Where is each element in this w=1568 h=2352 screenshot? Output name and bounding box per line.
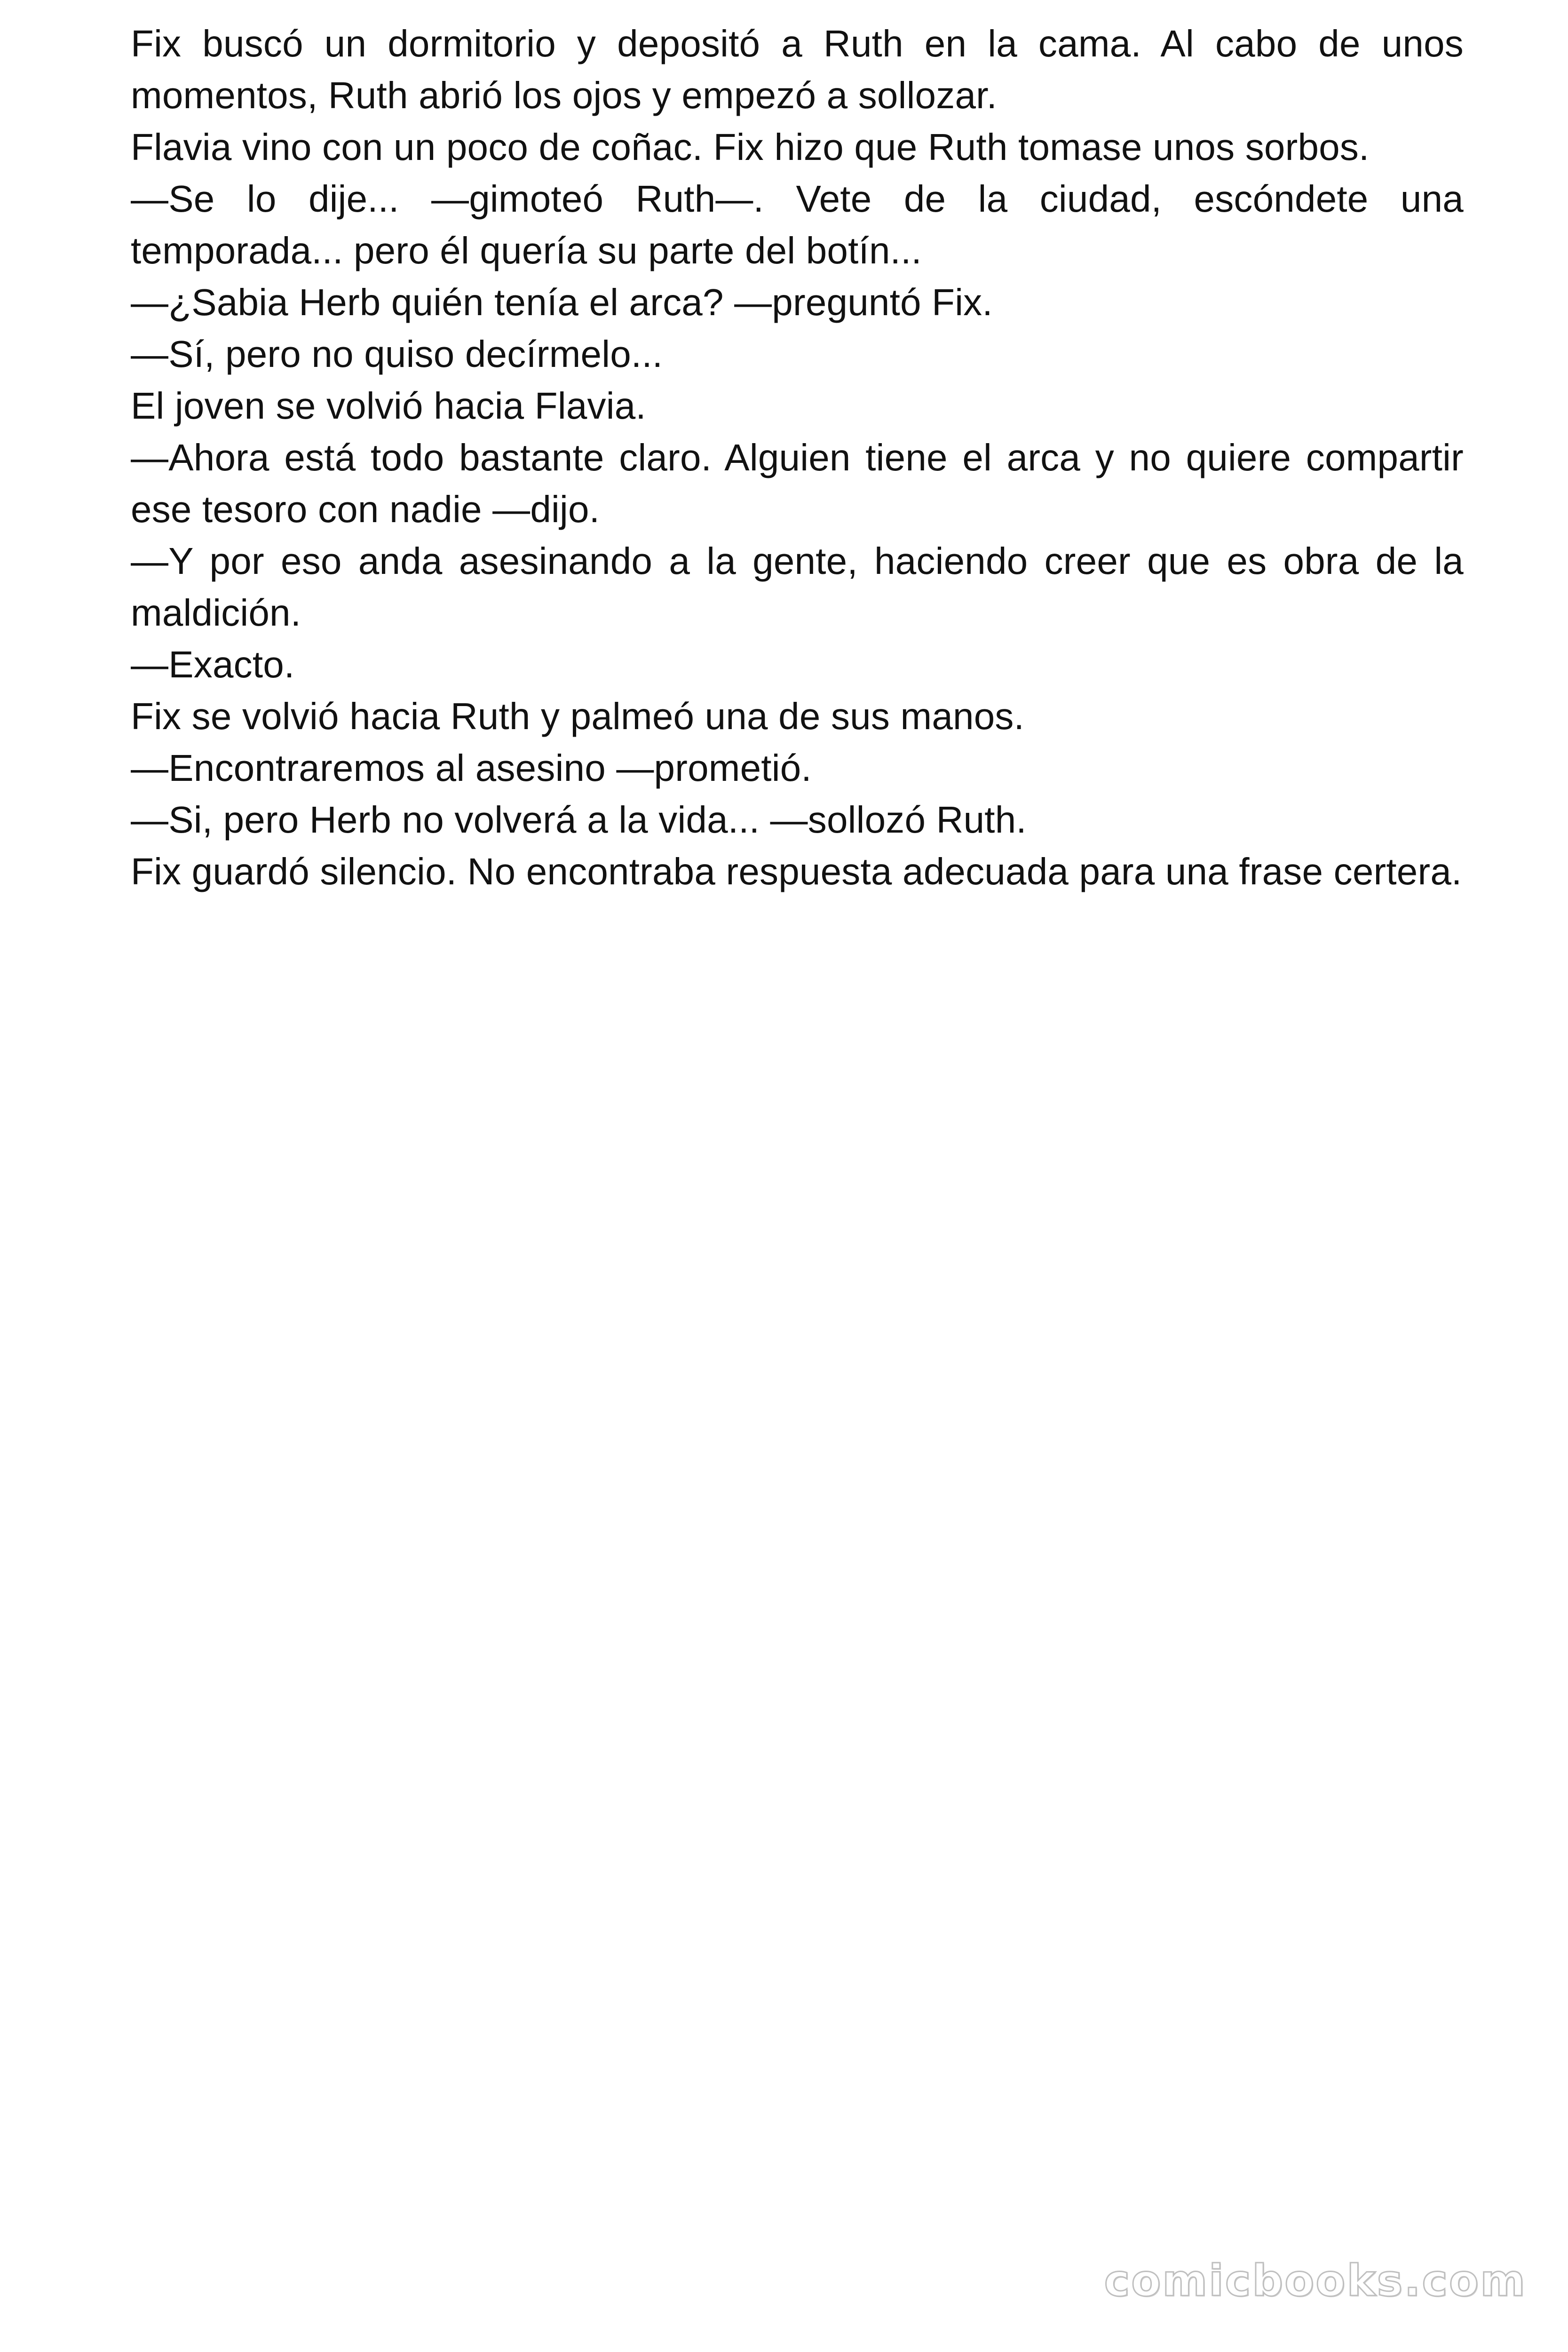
paragraph: Fix guardó silencio. No encontraba respuesta adecuada para una frase certera. <box>131 850 1462 892</box>
paragraph: —Exacto. <box>131 644 295 685</box>
paragraph: Fix buscó un dormitorio y depositó a Ruth en la cama. Al cabo de unos momentos, Ruth abrió los ojos y empezó a sollozar. <box>131 23 1464 116</box>
paragraph: —Sí, pero no quiso decírmelo... <box>131 333 663 375</box>
paragraph: —Encontraremos al asesino —prometió. <box>131 747 812 789</box>
paragraph: El joven se volvió hacia Flavia. <box>131 385 646 427</box>
paragraph: —¿Sabia Herb quién tenía el arca? —preguntó Fix. <box>131 281 993 323</box>
paragraph: Flavia vino con un poco de coñac. Fix hizo que Ruth tomase unos sorbos. <box>131 126 1370 168</box>
paragraph: —Si, pero Herb no volverá a la vida... —sollozó Ruth. <box>131 799 1027 841</box>
page-text <box>131 18 1464 898</box>
paragraph: —Ahora está todo bastante claro. Alguien tiene el arca y no quiere compartir ese tesoro con nadie —dijo. <box>131 437 1464 530</box>
paragraph: Fix se volvió hacia Ruth y palmeó una de sus manos. <box>131 695 1025 737</box>
watermark: comicbooks.com <box>1104 2256 1527 2306</box>
paragraph: —Se lo dije... —gimoteó Ruth—. Vete de la ciudad, escóndete una temporada... pero él quería su parte del botín... <box>131 178 1464 271</box>
paragraph: —Y por eso anda asesinando a la gente, haciendo creer que es obra de la maldición. <box>131 540 1464 634</box>
